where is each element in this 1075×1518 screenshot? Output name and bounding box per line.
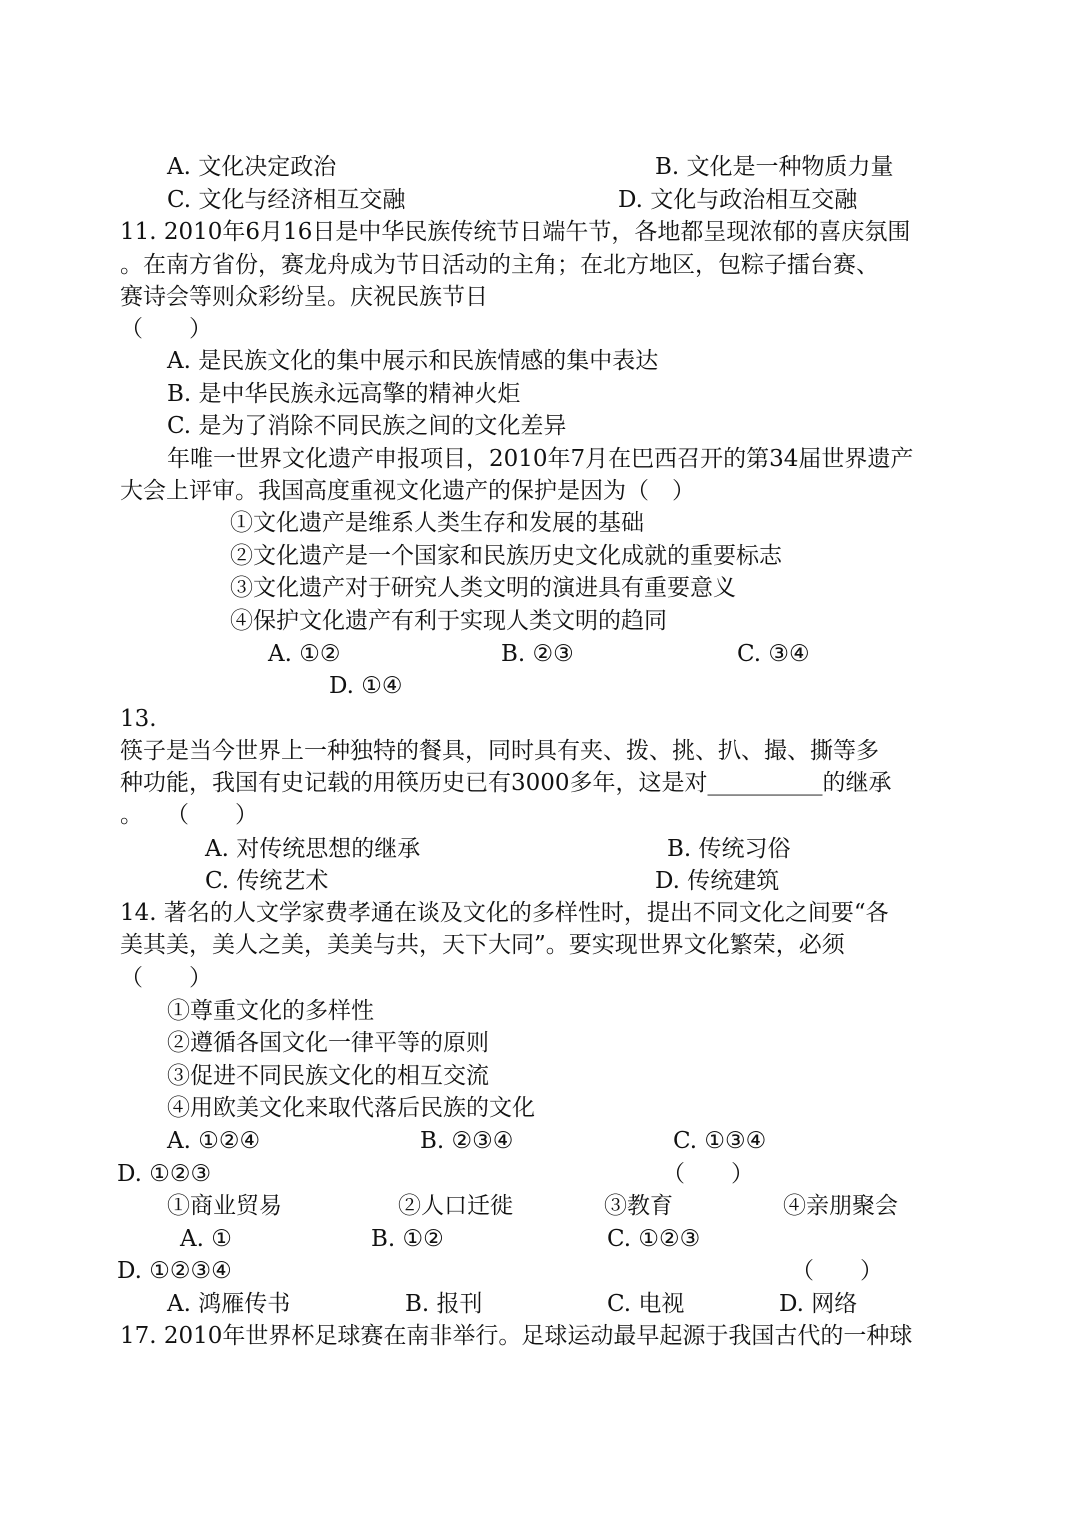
q12-option-c: C. ③④ <box>737 641 810 667</box>
q12-option-d: D. ①④ <box>329 673 403 699</box>
q16-option-c: C. 电视 <box>607 1291 685 1317</box>
q11-answer-paren: （ ） <box>120 316 212 342</box>
q15-option-b: B. ①② <box>371 1226 444 1252</box>
q11-stem-line3: 赛诗会等则众彩纷呈。庆祝民族节日 <box>120 284 488 310</box>
q13-stem-line3: 。 （ ） <box>120 802 258 828</box>
q13-stem-line2: 种功能，我国有史记载的用筷历史已有3000多年，这是对__________的继承 <box>120 770 892 796</box>
q10-option-b: B. 文化是一种物质力量 <box>655 154 894 180</box>
q14-option-d: D. ①②③ <box>117 1161 212 1187</box>
q14-option-b: B. ②③④ <box>420 1128 514 1154</box>
q10-option-d: D. 文化与政治相互交融 <box>618 187 858 213</box>
q13-option-c: C. 传统艺术 <box>205 868 329 894</box>
q13-option-b: B. 传统习俗 <box>667 836 791 862</box>
q16-option-a: A. 鸿雁传书 <box>167 1291 291 1317</box>
q11-option-c: C. 是为了消除不同民族之间的文化差异 <box>167 413 567 439</box>
q10-option-a: A. 文化决定政治 <box>167 154 337 180</box>
q14-answer-paren: （ ） <box>120 965 212 991</box>
q15-option-a: A. ① <box>180 1226 232 1252</box>
q11-option-a: A. 是民族文化的集中展示和民族情感的集中表达 <box>167 348 659 374</box>
q14-stem-line2: 美其美，美人之美，美美与共，天下大同”。要实现世界文化繁荣，必须 <box>120 932 845 958</box>
q12-item-2: ②文化遗产是一个国家和民族历史文化成就的重要标志 <box>230 543 782 569</box>
q14-option-a: A. ①②④ <box>167 1128 261 1154</box>
q12-item-4: ④保护文化遗产有利于实现人类文明的趋同 <box>230 608 667 634</box>
q15-item-1: ①商业贸易 <box>167 1193 282 1219</box>
q10-option-c: C. 文化与经济相互交融 <box>167 187 406 213</box>
q14-option-c: C. ①③④ <box>673 1128 767 1154</box>
q17-stem-line1: 17. 2010年世界杯足球赛在南非举行。足球运动最早起源于我国古代的一种球 <box>120 1323 913 1349</box>
q16-option-d: D. 网络 <box>779 1291 858 1317</box>
q12-option-b: B. ②③ <box>501 641 574 667</box>
q15-item-2: ②人口迁徙 <box>398 1193 513 1219</box>
q13-option-a: A. 对传统思想的继承 <box>205 836 421 862</box>
q15-option-c: C. ①②③ <box>607 1226 701 1252</box>
q12-item-3: ③文化遗产对于研究人类文明的演进具有重要意义 <box>230 575 736 601</box>
q11-stem-line2: 。在南方省份，赛龙舟成为节日活动的主角；在北方地区，包粽子擂台赛、 <box>120 252 879 278</box>
q15-item-3: ③教育 <box>604 1193 673 1219</box>
q16-answer-paren: （ ） <box>791 1258 883 1284</box>
q13-stem-line1: 筷子是当今世界上一种独特的餐具，同时具有夹、拨、挑、扒、撮、撕等多 <box>120 738 879 764</box>
q12-stem-line1: 年唯一世界文化遗产申报项目，2010年7月在巴西召开的第34届世界遗产 <box>167 446 914 472</box>
q14-stem-line1: 14. 著名的人文学家费孝通在谈及文化的多样性时，提出不同文化之间要“各 <box>120 900 889 926</box>
q15-answer-paren: （ ） <box>662 1161 754 1187</box>
q14-item-3: ③促进不同民族文化的相互交流 <box>167 1063 489 1089</box>
q14-item-2: ②遵循各国文化一律平等的原则 <box>167 1030 489 1056</box>
q12-item-1: ①文化遗产是维系人类生存和发展的基础 <box>230 510 644 536</box>
q12-stem-line2: 大会上评审。我国高度重视文化遗产的保护是因为（ ） <box>120 478 695 504</box>
q11-option-b: B. 是中华民族永远高擎的精神火炬 <box>167 381 521 407</box>
q13-option-d: D. 传统建筑 <box>655 868 780 894</box>
q14-item-1: ①尊重文化的多样性 <box>167 998 374 1024</box>
q13-number: 13. <box>120 706 157 732</box>
q15-option-d: D. ①②③④ <box>117 1258 232 1284</box>
q15-item-4: ④亲朋聚会 <box>783 1193 898 1219</box>
q16-option-b: B. 报刊 <box>405 1291 483 1317</box>
q12-option-a: A. ①② <box>268 641 341 667</box>
q11-stem-line1: 11. 2010年6月16日是中华民族传统节日端午节，各地都呈现浓郁的喜庆氛围 <box>120 219 911 245</box>
q14-item-4: ④用欧美文化来取代落后民族的文化 <box>167 1095 535 1121</box>
